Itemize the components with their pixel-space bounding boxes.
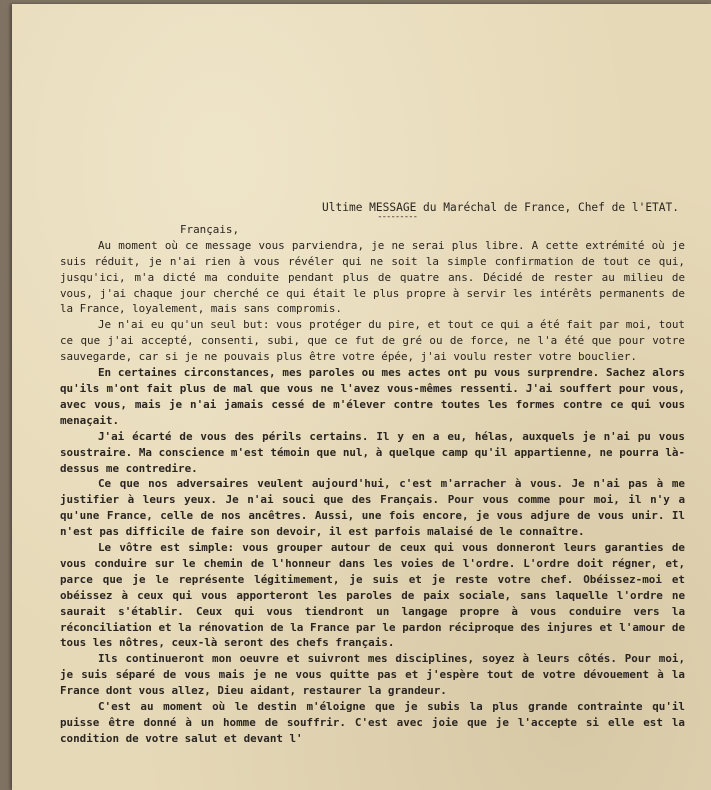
title-underline: --------- xyxy=(377,211,417,222)
paragraph-6: Le vôtre est simple: vous grouper autour de ceux qui vous donneront leurs garanties de vous conduire sur le chemin de l'honneur dans les voies de l'ordre. L'ordre doit régner, et, parce que je le représente légitimement, je suis et je reste votre chef. Obéissez-moi et obéissez à ceux qui vous apporteront les paroles de paix sociale, sans laquelle l'ordre ne saurait s'établir. Ceux qui vous tiendront un langage propre à vous conduire vers la réconciliation et la rénovation de la France par le pardon réciproque des injures et l'amour de tous les nôtres, ceux-là seront des chefs français. xyxy=(60,541,685,650)
paragraph-1: Au moment où ce message vous parviendra, je ne serai plus libre. A cette extrémité où je suis réduit, je n'ai rien à vous révéler qui ne soit la simple confirmation de tout ce qui, jusqu'ici, m'a dicté ma conduite pendant plus de quatre ans. Décidé de rester au milieu de vous, j'ai chaque jour cherché ce qui était le plus propre à servir les intérêts permanents de la France, loyalement, mais sans compromis. xyxy=(60,238,685,316)
paragraph-5: Ce que nos adversaires veulent aujourd'hui, c'est m'arracher à vous. Je n'ai pas à me justifier à leurs yeux. Je n'ai souci que des Français. Pour vous comme pour moi, il n'y a qu'une France, celle de nos ancêtres. Aussi, une fois encore, je vous adjure de vous unir. Il n'est pas difficile de faire son devoir, il est parfois malaisé de le connaître. xyxy=(60,477,685,539)
paragraph-8: C'est au moment où le destin m'éloigne que je subis la plus grande contrainte qu'il puisse être donné à un homme de souffrir. C'est avec joie que je l'accepte si elle est la condition de votre salut et devant l' xyxy=(60,700,685,745)
document-page xyxy=(12,4,711,790)
typewritten-message xyxy=(60,200,685,747)
paragraph-7: Ils continueront mon oeuvre et suivront mes disciplines, soyez à leurs côtés. Pour moi, je suis séparé de vous mais je ne vous quitte pas et j'espère tout de votre dévouement à la France dont vous allez, Dieu aidant, restaurer la grandeur. xyxy=(60,652,685,698)
paragraph-2: Je n'ai eu qu'un seul but: vous protéger du pire, et tout ce qui a été fait par moi, tout ce que j'ai accepté, consenti, subi, que ce fut de gré ou de force, ne l'a été que pour votre sauvegarde, car si je ne pouvais plus être votre épée, j'ai voulu rester votre bouclier. xyxy=(60,318,685,364)
salutation: Français, xyxy=(180,222,240,236)
document-title: Ultime MESSAGE du Maréchal de France, Chef de l'ETAT. xyxy=(322,201,679,214)
paragraph-3: En certaines circonstances, mes paroles ou mes actes ont pu vous surprendre. Sachez alors qu'ils m'ont fait plus de mal que vous ne l'avez vous-mêmes ressenti. J'ai souffert pour vous, avec vous, mais je n'ai jamais cessé de m'élever contre toutes les formes contre ce qui vous menaçait. xyxy=(60,366,685,427)
paragraph-4: J'ai écarté de vous des périls certains. Il y en a eu, hélas, auxquels je n'ai pu vous soustraire. Ma conscience m'est témoin que nul, à quelque camp qu'il appartienne, ne pourra là-dessus me contredire. xyxy=(60,429,685,475)
